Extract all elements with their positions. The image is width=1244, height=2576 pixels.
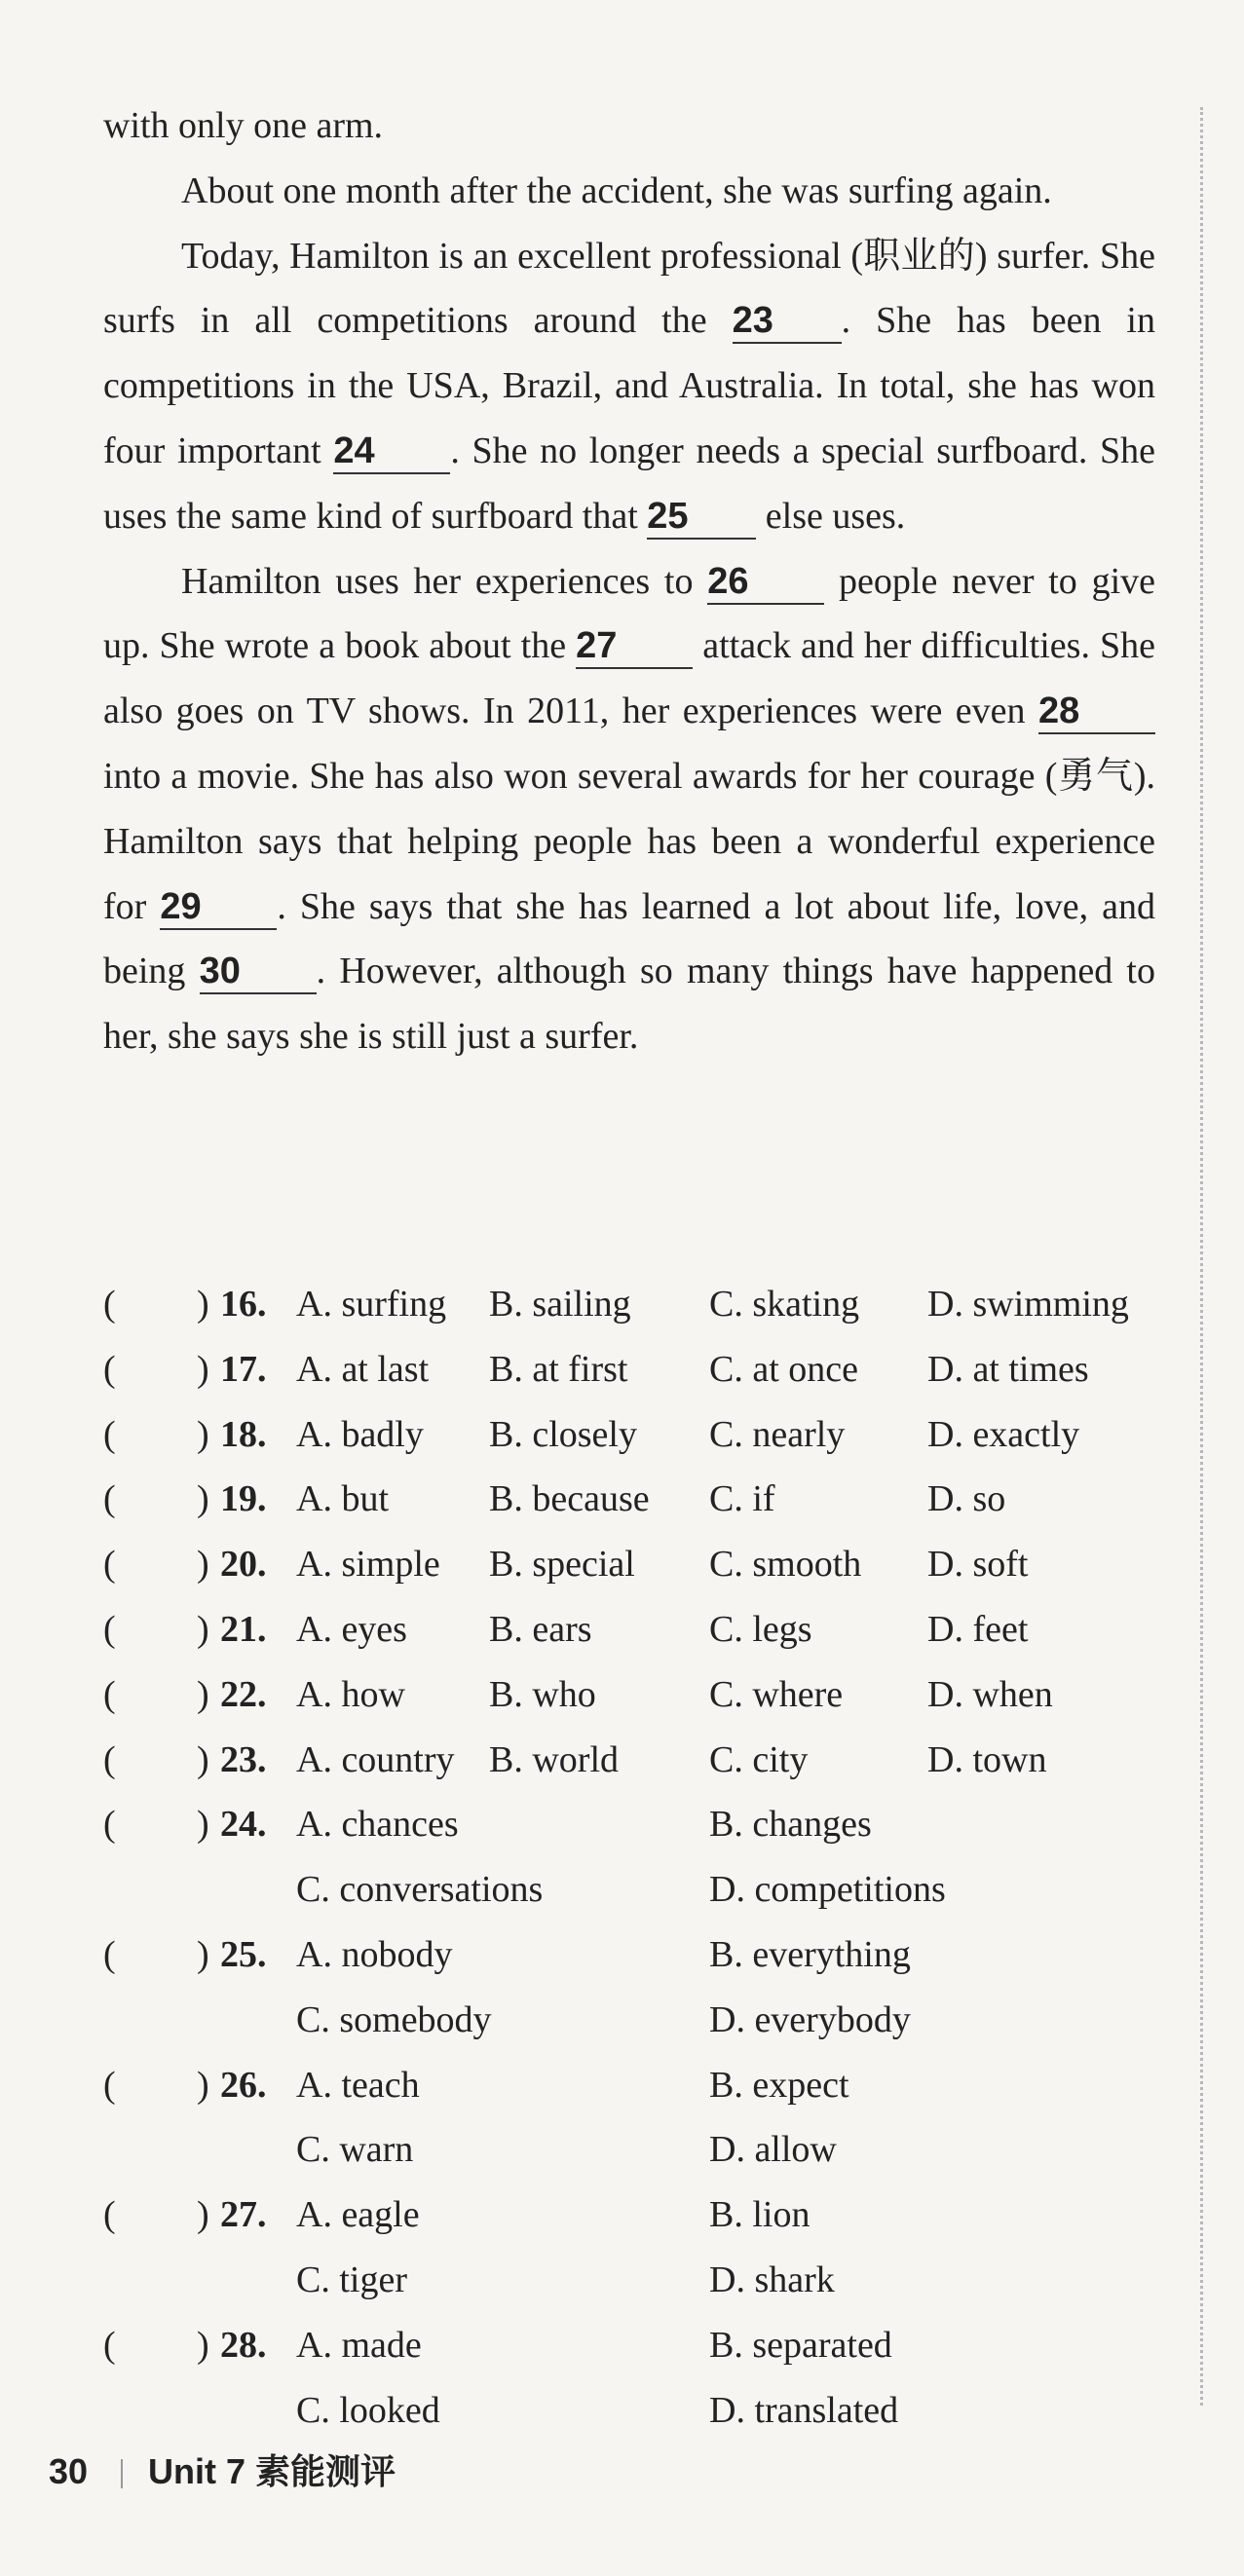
- option-c: C. conversations: [296, 1869, 544, 1911]
- option-a: A. country: [296, 1738, 455, 1780]
- answer-paren-close: ): [197, 1413, 209, 1455]
- answer-paren-open[interactable]: (: [103, 1478, 116, 1520]
- question-number: 16.: [220, 1284, 267, 1325]
- unit-title: Unit 7 素能测评: [148, 2451, 396, 2491]
- passage-text: attack and her difficulties. She also goes on TV shows. In 2011, her experiences were even: [103, 625, 1156, 732]
- option-d: D. swimming: [927, 1284, 1129, 1325]
- question-20: [103, 1532, 1175, 1597]
- option-a: A. badly: [296, 1413, 424, 1455]
- question-27-line-2: [103, 2248, 1175, 2313]
- question-21: [103, 1597, 1175, 1662]
- answer-paren-close: ): [197, 1738, 209, 1780]
- blank-27: 27: [576, 624, 693, 669]
- option-d: D. competitions: [709, 1869, 946, 1911]
- passage-text: Today, Hamilton is an excellent professional (职业的) surfer. She surfs in all competitions around the: [103, 235, 1155, 342]
- answer-paren-open[interactable]: (: [103, 1284, 116, 1325]
- option-b: B. changes: [709, 1804, 872, 1846]
- question-24: [103, 1792, 1175, 1857]
- option-d: D. allow: [709, 2129, 837, 2171]
- blank-29: 29: [160, 885, 277, 930]
- question-number: 24.: [220, 1804, 267, 1846]
- option-b: B. sailing: [489, 1284, 631, 1325]
- option-c: C. smooth: [709, 1544, 862, 1586]
- option-d: D. exactly: [927, 1413, 1080, 1455]
- question-number: 25.: [220, 1933, 267, 1975]
- question-28-line-2: [103, 2378, 1175, 2444]
- answer-paren-close: ): [197, 1673, 209, 1715]
- blank-25: 25: [647, 495, 756, 540]
- blank-24: 24: [333, 429, 450, 474]
- multiple-choice-questions: [103, 1272, 1175, 2443]
- option-c: C. where: [709, 1673, 844, 1715]
- question-number: 17.: [220, 1348, 267, 1390]
- answer-paren-close: ): [197, 2064, 209, 2106]
- question-number: 18.: [220, 1413, 267, 1455]
- answer-paren-open[interactable]: (: [103, 2324, 116, 2366]
- answer-paren-open[interactable]: (: [103, 1544, 116, 1586]
- passage-text: else uses.: [756, 495, 906, 537]
- answer-paren-close: ): [197, 1933, 209, 1975]
- option-c: C. skating: [709, 1284, 860, 1325]
- option-b: B. expect: [709, 2064, 849, 2106]
- option-d: D. when: [927, 1673, 1053, 1715]
- passage-text: . She no longer needs a special surfboard. She uses the same kind of surfboard that: [103, 429, 1156, 537]
- option-d: D. at times: [927, 1348, 1089, 1390]
- option-c: C. if: [709, 1478, 775, 1520]
- answer-paren-close: ): [197, 1544, 209, 1586]
- margin-dotted-rule: [1200, 107, 1203, 2406]
- question-number: 23.: [220, 1738, 267, 1780]
- option-d: D. so: [927, 1478, 1006, 1520]
- answer-paren-open[interactable]: (: [103, 1933, 116, 1975]
- answer-paren-open[interactable]: (: [103, 1673, 116, 1715]
- option-b: B. separated: [709, 2324, 892, 2366]
- option-b: B. everything: [709, 1933, 911, 1975]
- answer-paren-close: ): [197, 1478, 209, 1520]
- question-17: [103, 1337, 1175, 1402]
- passage-paragraph-4: [103, 549, 1155, 1069]
- question-26-line-2: [103, 2117, 1175, 2183]
- question-number: 22.: [220, 1673, 267, 1715]
- blank-30: 30: [200, 950, 317, 994]
- page-footer: [49, 2443, 396, 2501]
- option-c: C. warn: [296, 2129, 414, 2171]
- option-a: A. teach: [296, 2064, 420, 2106]
- passage-text: Hamilton uses her experiences to: [181, 560, 708, 602]
- blank-28: 28: [1038, 690, 1155, 734]
- option-c: C. tiger: [296, 2259, 407, 2300]
- option-a: A. nobody: [296, 1933, 453, 1975]
- question-28: [103, 2313, 1175, 2378]
- passage-paragraph-2: About one month after the accident, she was surfing again.: [181, 169, 1052, 211]
- passage-line-1: with only one arm.: [103, 105, 384, 146]
- question-27: [103, 2183, 1175, 2248]
- blank-26: 26: [707, 560, 824, 605]
- option-a: A. how: [296, 1673, 405, 1715]
- answer-paren-open[interactable]: (: [103, 1608, 116, 1650]
- blank-23: 23: [733, 299, 842, 344]
- option-b: B. at first: [489, 1348, 628, 1390]
- question-25: [103, 1923, 1175, 1988]
- option-c: C. at once: [709, 1348, 859, 1390]
- question-25-line-2: [103, 1988, 1175, 2053]
- question-23: [103, 1728, 1175, 1793]
- option-b: B. closely: [489, 1413, 637, 1455]
- answer-paren-open[interactable]: (: [103, 1348, 116, 1390]
- option-a: A. simple: [296, 1544, 440, 1586]
- answer-paren-open[interactable]: (: [103, 2064, 116, 2106]
- option-a: A. eyes: [296, 1608, 407, 1650]
- footer-divider: [121, 2459, 123, 2488]
- option-b: B. special: [489, 1544, 635, 1586]
- option-d: D. everybody: [709, 1998, 911, 2040]
- option-a: A. made: [296, 2324, 422, 2366]
- option-b: B. who: [489, 1673, 596, 1715]
- option-d: D. translated: [709, 2389, 899, 2431]
- answer-paren-close: ): [197, 2324, 209, 2366]
- option-b: B. lion: [709, 2194, 810, 2236]
- option-a: A. but: [296, 1478, 389, 1520]
- question-24-line-2: [103, 1857, 1175, 1923]
- option-c: C. nearly: [709, 1413, 846, 1455]
- option-b: B. because: [489, 1478, 650, 1520]
- question-26: [103, 2053, 1175, 2118]
- question-16: [103, 1272, 1175, 1337]
- page-number: 30: [49, 2451, 89, 2491]
- question-number: 27.: [220, 2194, 267, 2236]
- option-d: D. town: [927, 1738, 1047, 1780]
- passage-text: into a movie. She has also won several awards for her courage (勇气). Hamilton says that helping people has been a wonderful experience for: [103, 755, 1155, 927]
- option-d: D. shark: [709, 2259, 835, 2300]
- question-number: 28.: [220, 2324, 267, 2366]
- answer-paren-close: ): [197, 1804, 209, 1846]
- answer-paren-open[interactable]: (: [103, 1738, 116, 1780]
- answer-paren-close: ): [197, 1284, 209, 1325]
- question-number: 21.: [220, 1608, 267, 1650]
- option-c: C. somebody: [296, 1998, 492, 2040]
- answer-paren-close: ): [197, 2194, 209, 2236]
- question-22: [103, 1662, 1175, 1728]
- answer-paren-close: ): [197, 1348, 209, 1390]
- answer-paren-close: ): [197, 1608, 209, 1650]
- option-c: C. city: [709, 1738, 809, 1780]
- option-b: B. ears: [489, 1608, 592, 1650]
- question-number: 26.: [220, 2064, 267, 2106]
- option-c: C. looked: [296, 2389, 440, 2431]
- option-d: D. soft: [927, 1544, 1029, 1586]
- passage-text: people never to give up. She wrote a book about the: [103, 560, 1155, 667]
- answer-paren-open[interactable]: (: [103, 1413, 116, 1455]
- question-18: [103, 1402, 1175, 1468]
- option-c: C. legs: [709, 1608, 812, 1650]
- passage-text: . However, although so many things have happened to her, she says she is still just a surfer.: [103, 951, 1155, 1058]
- option-a: A. at last: [296, 1348, 430, 1390]
- question-number: 19.: [220, 1478, 267, 1520]
- option-a: A. chances: [296, 1804, 459, 1846]
- option-d: D. feet: [927, 1608, 1029, 1650]
- question-19: [103, 1467, 1175, 1532]
- passage-text: . She has been in competitions in the USA, Brazil, and Australia. In total, she has won four important: [103, 300, 1155, 471]
- passage-paragraph-3: [103, 224, 1155, 549]
- option-a: A. surfing: [296, 1284, 447, 1325]
- option-b: B. world: [489, 1738, 619, 1780]
- option-a: A. eagle: [296, 2194, 420, 2236]
- answer-paren-open[interactable]: (: [103, 1804, 116, 1846]
- passage-text: . She says that she has learned a lot about life, love, and being: [103, 885, 1156, 992]
- question-number: 20.: [220, 1544, 267, 1586]
- answer-paren-open[interactable]: (: [103, 2194, 116, 2236]
- reading-passage: [103, 93, 1155, 1069]
